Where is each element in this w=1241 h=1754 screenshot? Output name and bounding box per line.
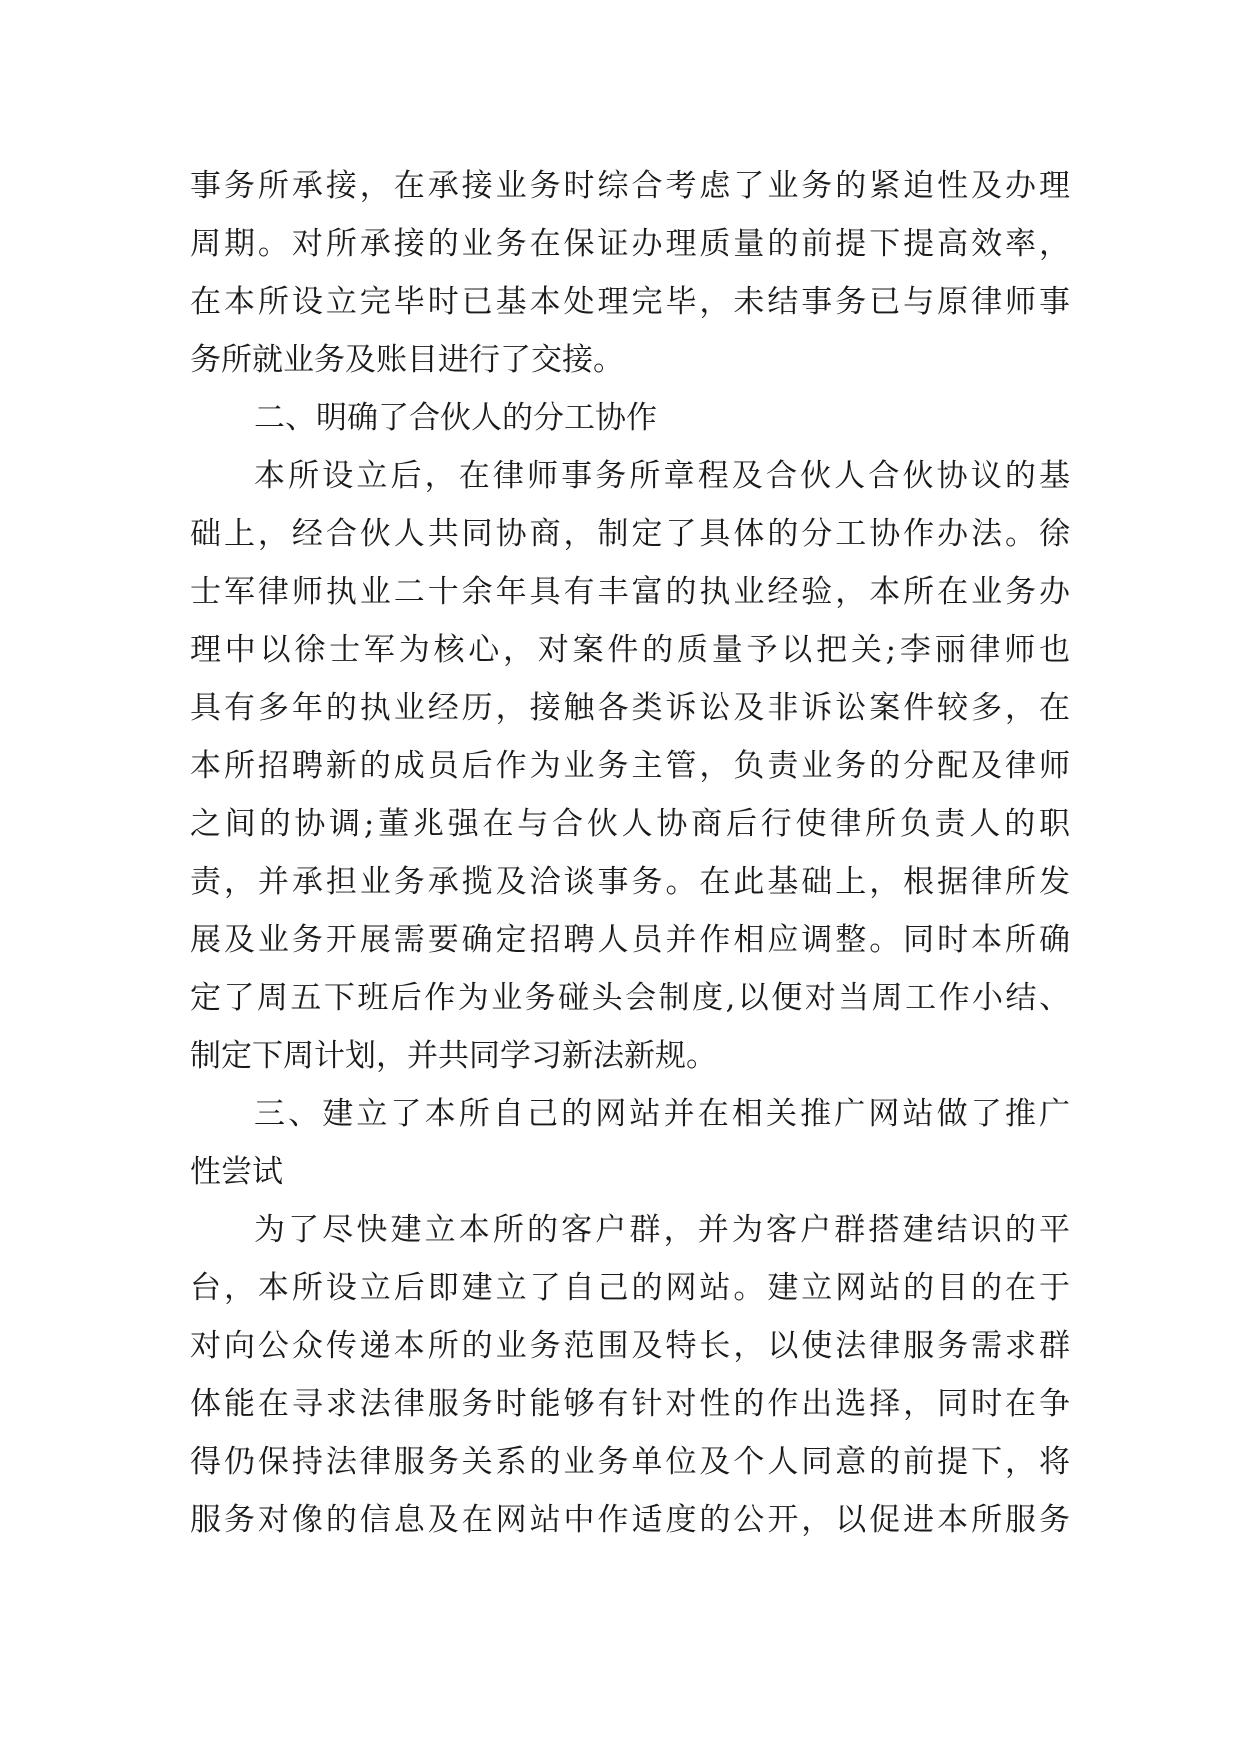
section-heading: 二、明确了合伙人的分工协作 — [254, 400, 657, 436]
text-line: 周期。对所承接的业务在保证办理质量的前提下提高效率， — [190, 226, 1070, 262]
text-line: 定了周五下班后作为业务碰头会制度,以便对当周工作小结、 — [190, 980, 1070, 1016]
text-line: 制定下周计划，并共同学习新法新规。 — [190, 1038, 717, 1074]
text-line: 之间的协调;董兆强在与合伙人协商后行使律所负责人的职 — [190, 806, 1070, 842]
text-line: 具有多年的执业经历，接触各类诉讼及非诉讼案件较多，在 — [190, 690, 1070, 726]
text-line: 展及业务开展需要确定招聘人员并作相应调整。同时本所确 — [190, 922, 1070, 958]
text-line: 对向公众传递本所的业务范围及特长，以使法律服务需求群 — [190, 1328, 1070, 1364]
text-line: 体能在寻求法律服务时能够有针对性的作出选择，同时在争 — [190, 1386, 1070, 1422]
text-line: 责，并承担业务承揽及洽谈事务。在此基础上，根据律所发 — [190, 864, 1070, 900]
text-line: 理中以徐士军为核心，对案件的质量予以把关;李丽律师也 — [190, 632, 1070, 668]
text-line: 为了尽快建立本所的客户群，并为客户群搭建结识的平 — [254, 1212, 1070, 1248]
text-line: 本所设立后，在律师事务所章程及合伙人合伙协议的基 — [254, 458, 1070, 494]
text-line: 本所招聘新的成员后作为业务主管，负责业务的分配及律师 — [190, 748, 1070, 784]
text-line: 事务所承接，在承接业务时综合考虑了业务的紧迫性及办理 — [190, 168, 1070, 204]
section-heading: 性尝试 — [190, 1154, 283, 1190]
text-line: 在本所设立完毕时已基本处理完毕，未结事务已与原律师事 — [190, 284, 1070, 320]
text-line: 得仍保持法律服务关系的业务单位及个人同意的前提下，将 — [190, 1444, 1070, 1480]
text-line: 士军律师执业二十余年具有丰富的执业经验，本所在业务办 — [190, 574, 1070, 610]
text-line: 服务对像的信息及在网站中作适度的公开，以促进本所服务 — [190, 1502, 1070, 1538]
text-line: 务所就业务及账目进行了交接。 — [190, 342, 624, 378]
section-heading: 三、建立了本所自己的网站并在相关推广网站做了推广 — [254, 1096, 1070, 1132]
text-line: 础上，经合伙人共同协商，制定了具体的分工协作办法。徐 — [190, 516, 1070, 552]
text-line: 台，本所设立后即建立了自己的网站。建立网站的目的在于 — [190, 1270, 1070, 1306]
